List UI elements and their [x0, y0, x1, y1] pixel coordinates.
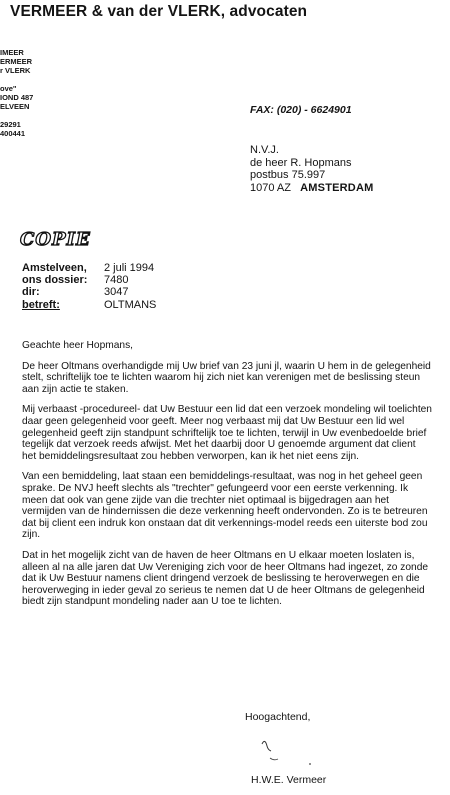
- letterhead-line: ERMEER: [0, 57, 33, 66]
- recipient-line: de heer R. Hopmans: [250, 156, 352, 169]
- recipient-city-line: [250, 182, 373, 195]
- letterhead-line: IMEER: [0, 48, 24, 57]
- signature-mark: [258, 734, 338, 770]
- letterhead-line: 400441: [0, 129, 26, 138]
- closing: Hoogachtend,: [245, 711, 311, 723]
- body-paragraph: Van een bemiddeling, laat staan een bemiddelings-resultaat, was nog in het geheel geen sprake. De NVJ heeft slechts als "trechter" gefungeerd voor een eerste verkenning. Ik meen dat ook van gene zijde van die trechter niet optimaal is bijgedragen aan het vermijden van de hindernissen die deze verkenning heeft ondervonden. Zo is te betreuren dat bij client een indruk kon onstaan dat dit verkennings-model reeds een uiterste bod zou zijn.: [22, 471, 428, 541]
- meta-row-place: [22, 262, 156, 274]
- meta-subject: OLTMANS: [104, 298, 157, 311]
- fax-number: FAX: (020) - 6624901: [250, 104, 352, 116]
- recipient-line: N.V.J.: [250, 144, 279, 156]
- meta-subject-label: betreft:: [22, 298, 60, 311]
- meta-dir: 3047: [104, 286, 129, 299]
- body-paragraph: De heer Oltmans overhandigde mij Uw brief van 23 juni jl, waarin U hem in de gelegenheid stelt, schriftelijk toe te lichten waarom hij zich niet kan verenigen met de beslissing steun aan zijn actie te staken.: [22, 360, 431, 395]
- meta-dossier: 7480: [104, 274, 129, 287]
- recipient-city: AMSTERDAM: [300, 181, 374, 194]
- body-paragraph: Dat in het mogelijk zicht van de haven de heer Oltmans en U elkaar moeten loslaten is, alleen al na alle jaren dat Uw Vereniging zich voor de heer Oltmans had ingezet, zo zonde dat ik Uw Bestuur namens client dringend verzoek de beslissing te heroverwegen en die heroverweging in ieder geval zo serieus te nemen dat U de heer Oltmans de gelegenheid biedt zijn standpunt mondeling nader aan U toe te lichten.: [22, 549, 429, 608]
- letterhead-line: 29291: [0, 120, 21, 129]
- letterhead-left-column: [0, 48, 33, 138]
- meta-row-dir: [22, 286, 156, 298]
- recipient-address: [250, 144, 373, 194]
- letterhead-line: r VLERK: [0, 66, 31, 75]
- letterhead-line: ELVEEN: [0, 102, 30, 111]
- salutation: Geachte heer Hopmans,: [22, 340, 133, 351]
- body-paragraph: Mij verbaast -procedureel- dat Uw Bestuur een lid dat een verzoek mondeling wil toelichten daar geen gelegenheid voor geeft. Meer nog verbaast mij dat Uw Bestuur een lid wel gelegenheid geeft zijn standpunt schriftelijk toe te lichten, terwijl in Uw evenbedoelde brief tegelijk dat verzoek reeds afwijst. Met het daarbij door U genoemde argument dat client het bemiddelingsresultaat zou hebben verworpen, kan ik het niet eens zijn.: [22, 404, 432, 462]
- letter-meta: [22, 262, 156, 311]
- meta-dossier-label: ons dossier:: [22, 274, 88, 287]
- meta-date: 2 juli 1994: [104, 262, 155, 274]
- firm-title: VERMEER & van der VLERK, advocaten: [10, 3, 308, 20]
- recipient-line: postbus 75.997: [250, 169, 326, 181]
- letterhead-line: ove": [0, 84, 17, 93]
- recipient-postcode: 1070 AZ: [250, 181, 291, 194]
- meta-place-label: Amstelveen,: [22, 262, 87, 274]
- meta-dir-label: dir:: [22, 286, 40, 299]
- signer-name: H.W.E. Vermeer: [251, 774, 327, 786]
- copie-stamp: COPIE: [20, 229, 91, 250]
- letterhead-line: IOND 487: [0, 93, 34, 102]
- meta-row-subject: [22, 299, 156, 311]
- letter-body: [22, 340, 432, 617]
- meta-row-dossier: [22, 274, 156, 286]
